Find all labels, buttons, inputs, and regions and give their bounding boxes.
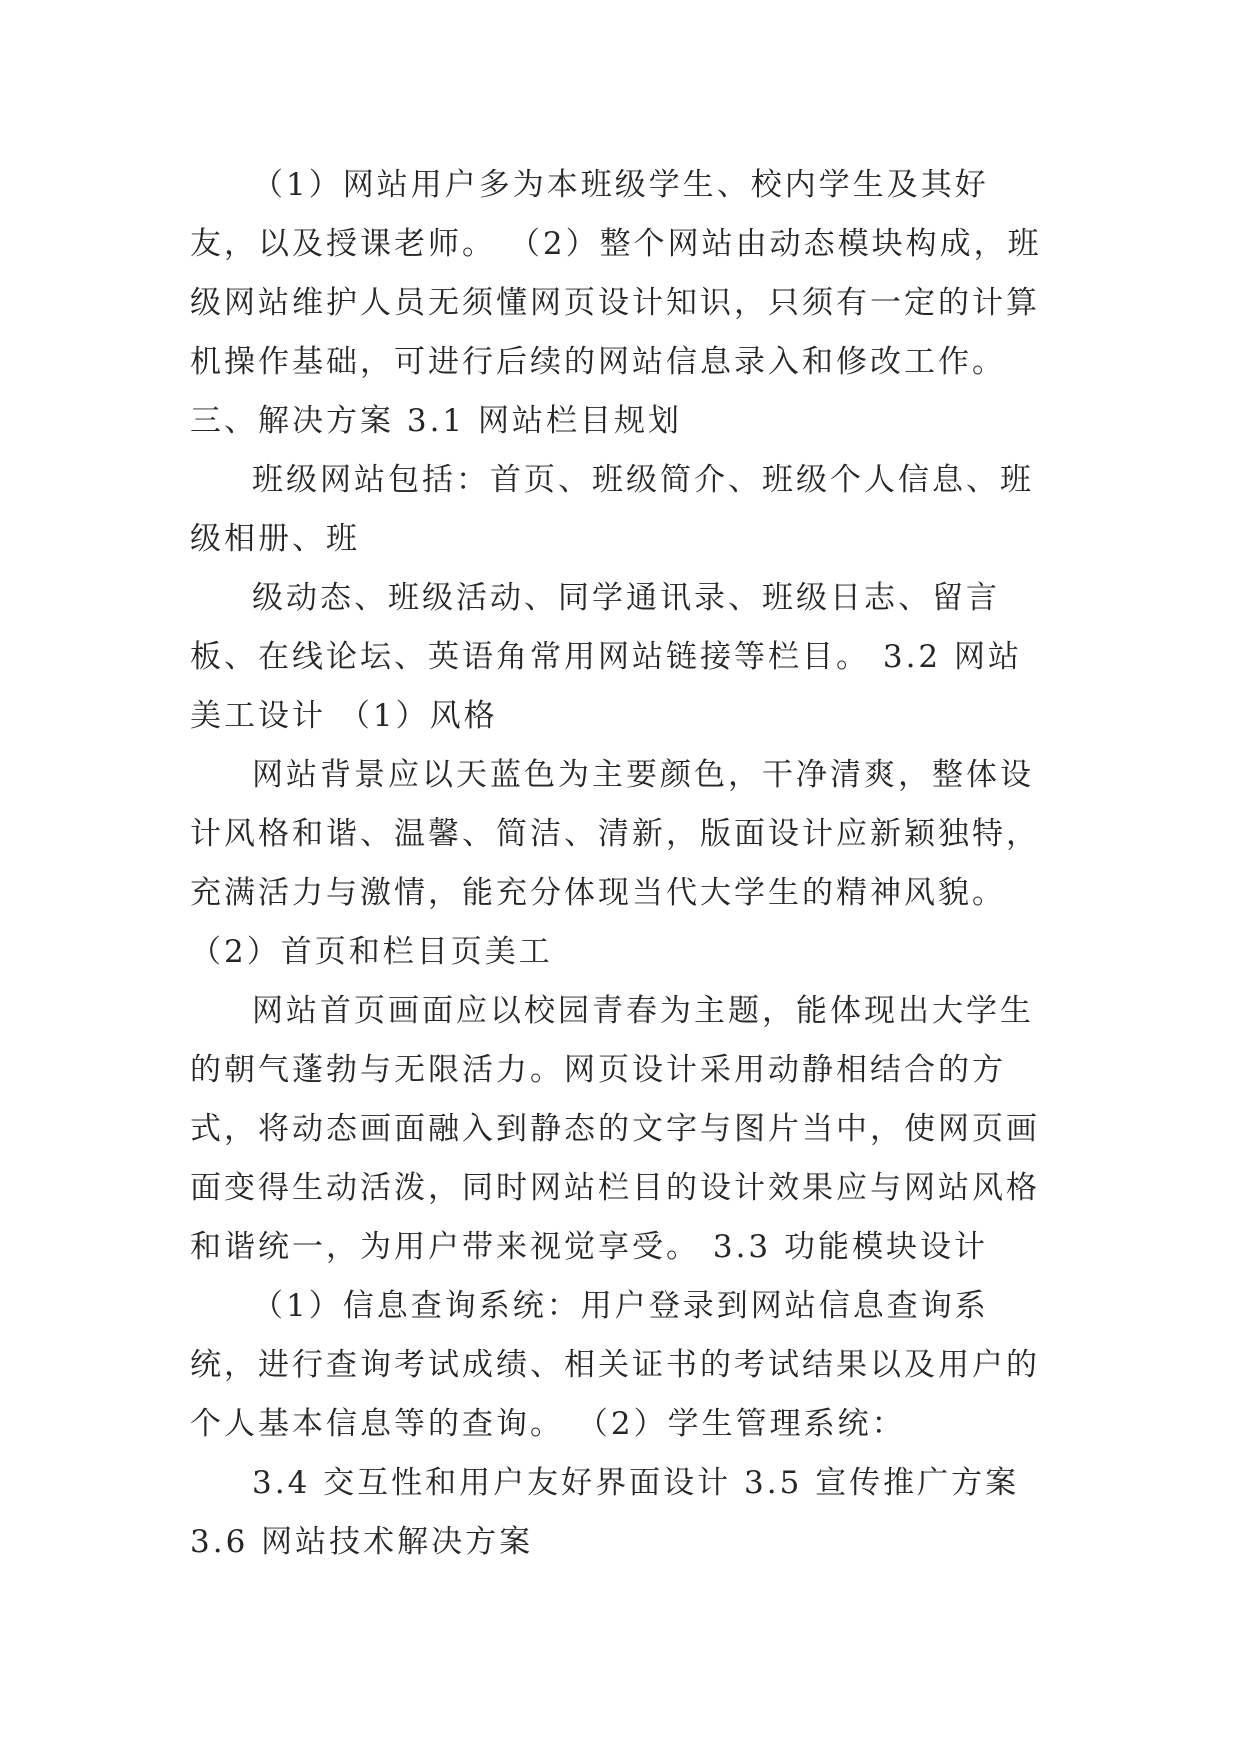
paragraph-function-modules: （1）信息查询系统：用户登录到网站信息查询系统，进行查询考试成绩、相关证书的考试结果以及用户的个人基本信息等的查询。 （2）学生管理系统： xyxy=(190,1288,1040,1442)
paragraph-user-analysis: （1）网站用户多为本班级学生、校内学生及其好友，以及授课老师。 （2）整个网站由动态模块构成，班级网站维护人员无须懂网页设计知识，只须有一定的计算机操作基础，可进行后续的网站信息录入和修改工作。 三、解决方案 3.1 网站栏目规划 xyxy=(190,167,1042,439)
paragraph-site-sections-continued: 级动态、班级活动、同学通讯录、班级日志、留言板、在线论坛、英语角常用网站链接等栏目。 3.2 网站美工设计 （1）风格 xyxy=(190,580,1023,734)
paragraph-section-headings: 3.4 交互性和用户友好界面设计 3.5 宣传推广方案 3.6 网站技术解决方案 xyxy=(190,1465,1020,1560)
paragraph-site-sections: 班级网站包括：首页、班级简介、班级个人信息、班级相册、班 xyxy=(190,462,1034,557)
paragraph-homepage-design: 网站首页画面应以校园青春为主题，能体现出大学生的朝气蓬勃与无限活力。网页设计采用动静相结合的方式，将动态画面融入到静态的文字与图片当中，使网页画面变得生动活泼，同时网站栏目的设计效果应与网站风格和谐统一，为用户带来视觉享受。 3.3 功能模块设计 xyxy=(190,993,1040,1265)
document-body xyxy=(190,156,1050,1572)
paragraph-style: 网站背景应以天蓝色为主要颜色，干净清爽，整体设计风格和谐、温馨、简洁、清新，版面设计应新颖独特，充满活力与激情，能充分体现当代大学生的精神风貌。 （2）首页和栏目页美工 xyxy=(190,757,1040,970)
